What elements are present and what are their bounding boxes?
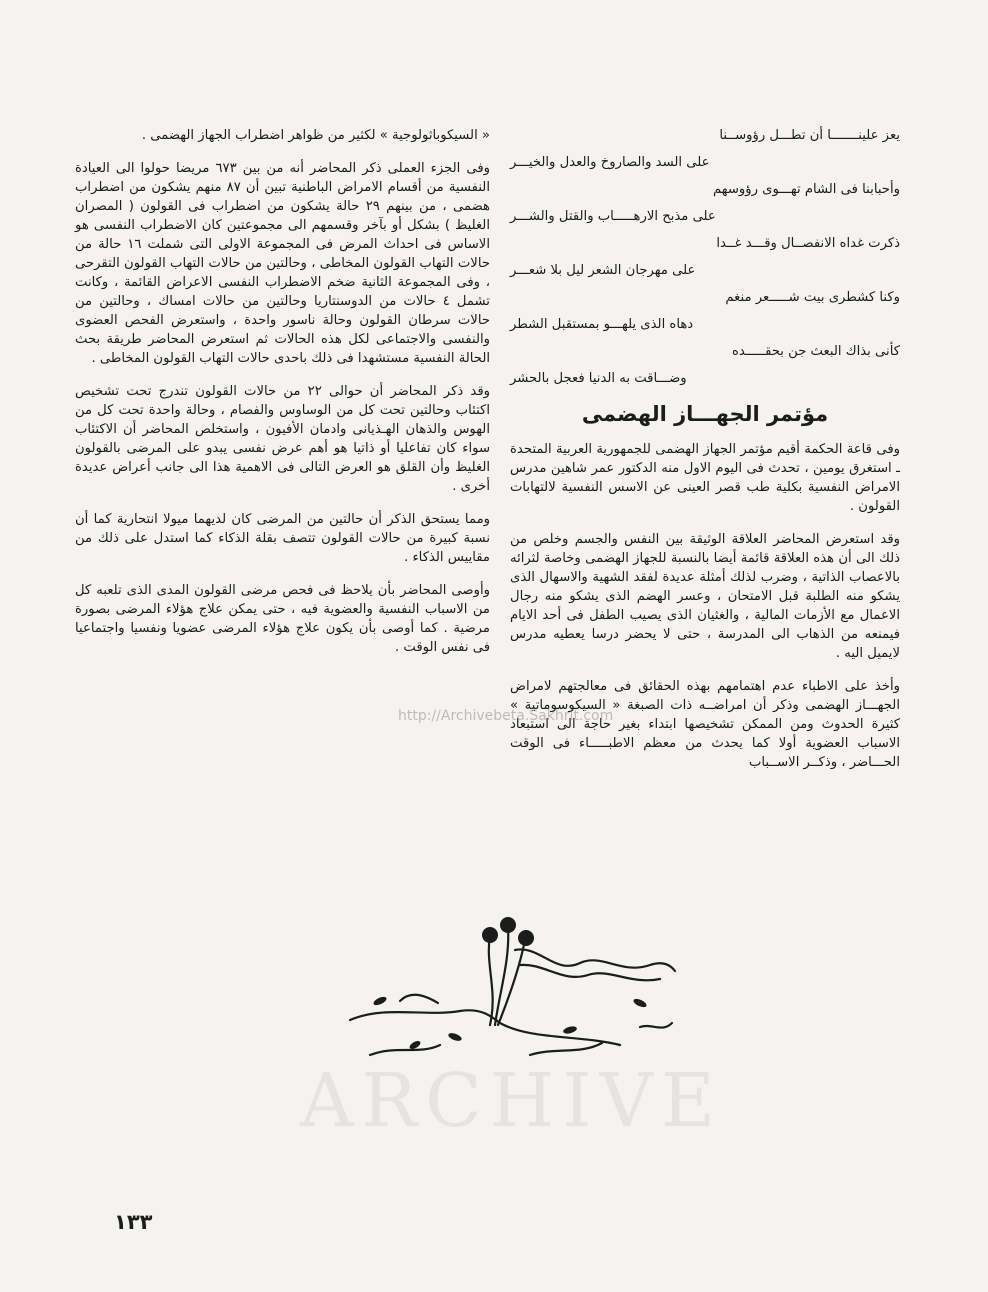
article-paragraph: ومما يستحق الذكر أن حالتين من المرضى كان لديهما ميولا انتحارية كما أن نسبة كبيرة من حالات القولون تتصف بقلة الذكاء كما استدل على ذلك من مقاييس الذكاء . [75, 512, 490, 565]
article-paragraph: وفى قاعة الحكمة أقيم مؤتمر الجهاز الهضمى للجمهورية العربية المتحدة ـ استغرق يومين ، تحدث فى اليوم الاول منه الدكتور عمر شاهين مدرس الامراض النفسية بكلية طب قصر العينى عن الاسس النفسية لالتهابات القولون . [510, 442, 900, 514]
poem-verse-1a: يعز علينـــــــا أن تطـــل رؤوســنا [719, 128, 900, 143]
poem-verse-4a: وكنا كشطرى بيت شـــــعر منغم [725, 290, 900, 305]
article-paragraph: وقد ذكر المحاضر أن حوالى ٢٢ من حالات القولون تندرج تحت تشخيص اكتئاب وحالتين تحت كل من الوساوس والفصام ، وحالة واحدة تحت كل من الهوس والذهان الهـذيانى وادمان الأفيون ، واستخلص المحاضر أن الاكتئاب سواء كان تفاعليا أو ذاتيا هو أهم عرض نفسى يبدو على المرضى بالقولون الغليظ وأن القلق هو العرض التالى فى الاهمية هذا الى جانب أعراض عديدة أخرى . [75, 384, 490, 494]
poem-verse-5b: وضـــاقت به الدنيا فعجل بالحشر [510, 371, 687, 386]
watermark: ARCHIVE [300, 1058, 724, 1144]
poem [510, 122, 900, 392]
right-column [510, 122, 900, 786]
article-paragraph: وأخذ على الاطباء عدم اهتمامهم بهذه الحقائق فى معالجتهم لامراض الجهـــاز الهضمى وذكر أن امراضــه ذات الصبغة « السيكوسوماتية » كثيرة الحدوث ومن الممكن تشخيصها ابتداء بغير حاجة الى استبعاد الاسباب العضوية أولا كما يحدث من معظم الاطبـــــاء فى الوقت الحـــاضر ، وذكــر الاســباب [510, 679, 900, 770]
article-paragraph: وقد استعرض المحاضر العلاقة الوثيقة بين النفس والجسم وخلص من ذلك الى أن هذه العلاقة قائمة أيضا بالنسبة للجهاز الهضمى وخاصة لثرائه بالاعصاب الذاتية ، وضرب لذلك أمثلة عديدة لفقد الشهية والاسهال الذى يشكو منه الطلبة قبل الامتحان ، وعسر الهضم الذى يشكو منه رجال الاعمال مع الأزمات المالية ، والغثيان الذى يصيب الطفل فى أحد الايام فيمنعه من الذهاب الى المدرسة ، حتى لا يحضر درسا يعطيه مدرس لايميل اليه . [510, 532, 900, 661]
watermark-url: http://Archivebeta.Sakhrit.com [398, 708, 614, 724]
section-title: مؤتمر الجهـــاز الهضمى [581, 402, 829, 426]
poem-verse-4b: دهاه الذى يلهـــو بمستقبل الشطر [510, 317, 694, 332]
poem-verse-2b: على مذبح الارهـــــاب والقتل والشـــر [510, 209, 716, 224]
article-paragraph: « السيكوباثولوجية » لكثير من ظواهر اضطراب الجهاز الهضمى . [141, 128, 490, 143]
poem-verse-1b: على السد والصاروخ والعدل والخيـــر [510, 155, 710, 170]
floral-ornament-icon [340, 905, 680, 1065]
page-number: ١٣٣ [114, 1210, 153, 1234]
poem-verse-3a: ذكرت غداه الانفصــال وقـــد غــدا [716, 236, 900, 251]
poem-verse-3b: على مهرجان الشعر ليل بلا شعـــر [510, 263, 696, 278]
left-column [75, 126, 490, 671]
article-paragraph: وأوصى المحاضر بأن يلاحظ فى فحص مرضى القولون المدى الذى تلعبه كل من الاسباب النفسية والعضوية فيه ، حتى يمكن علاج هؤلاء المرضى بصورة مرضية . كما أوصى بأن يكون علاج هؤلاء المرضى عضويا ونفسيا واجتماعيا فى نفس الوقت . [75, 583, 490, 655]
poem-verse-5a: كأنى بذاك البعث جن بحقـــــده [731, 344, 900, 359]
article-paragraph: وفى الجزء العملى ذكر المحاضر أنه من بين ٦٧٣ مريضا حولوا الى العيادة النفسية من أقسام الامراض الباطنية تبين أن ٨٧ منهم يشكون من اضطراب هضمى ، من بينهم ٢٩ حالة يشكون من اضطراب فى القولون ( المصران الغليظ ) بشكل أو بآخر وقسمهم الى مجموعتين كان الاضطراب النفسى هو الاساس فى احداث المرض فى المجموعة الاولى التى شملت ١٦ حالة من حالات التهاب القولون المخاطى ، وحالتين من حالات التهاب القولون التقرحى ، وفى المجموعة الثانية ضخم الاضطراب النفسى الاعراض القائمة ، وكانت تشمل ٤ حالات من الدوسنتاريا وحالتين من حالات امساك ، وحالتين من حالات سرطان القولون وحالة ناسور واحدة ، واستعرض الفحص العضوى والنفسى والاجتماعى لكل هذه الحالات ثم استعرض المحاضر طريقة بحث الحالة النفسية مستشهدا فى ذلك باحدى حالات التهاب القولون المخاطى . [75, 161, 490, 366]
poem-verse-2a: وأحبابنا فى الشام تهـــوى رؤوسهم [712, 182, 900, 197]
